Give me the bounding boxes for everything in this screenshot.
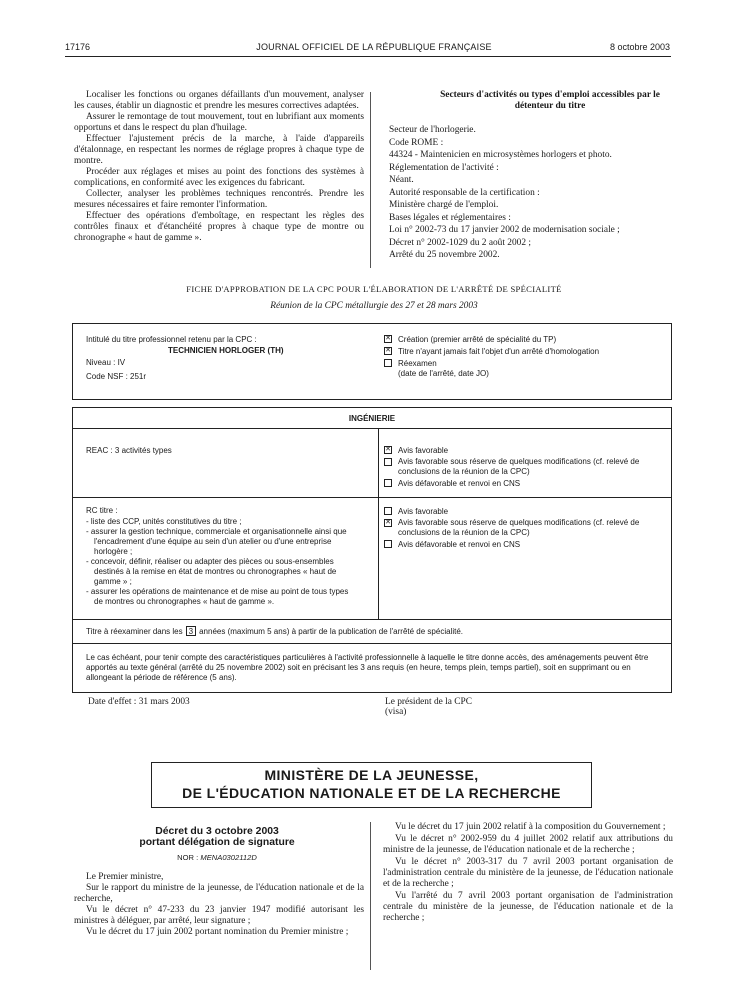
option-label: Avis favorable xyxy=(398,507,449,516)
rc-item: - assurer les opérations de maintenance et de mise au point de tous types de montres ou chronographes « haut de gamme ». xyxy=(86,587,349,606)
reexam-text: Titre à réexaminer dans les xyxy=(86,627,183,636)
text-line: Secteur de l'horlogerie. xyxy=(389,125,476,135)
table-rule xyxy=(72,497,672,498)
text-line: Réglementation de l'activité : xyxy=(389,162,499,173)
title-info xyxy=(86,334,284,382)
option-label: Titre n'ayant jamais fait l'objet d'un arrêté d'homologation xyxy=(398,347,600,356)
paragraph: Effectuer des opérations d'emboîtage, en respectant les règles des contrôles finaux et d'étanchéité propres à chaque type de montre ou chronographe « haut de gamme ». xyxy=(74,211,364,243)
rc-item: - concevoir, définir, réaliser ou adapter des pièces ou sous-ensembles destinés à la remise en état de montres ou chronographes « haut de gamme » ; xyxy=(86,557,337,586)
reexam-years-box[interactable]: 3 xyxy=(186,626,196,636)
nor-label: NOR : xyxy=(177,853,199,862)
page-number: 17176 xyxy=(65,42,91,52)
issue-date: 8 octobre 2003 xyxy=(609,42,670,52)
column-separator xyxy=(370,822,371,970)
table-rule xyxy=(72,428,672,429)
paragraph: Sur le rapport du ministre de la jeunesse, de l'éducation nationale et de la recherche, xyxy=(74,883,364,904)
niveau: Niveau : IV xyxy=(86,358,126,367)
decret-title-line: portant délégation de signature xyxy=(139,837,295,848)
date-effet: Date d'effet : 31 mars 2003 xyxy=(88,697,190,707)
checkbox-checked-icon[interactable] xyxy=(384,347,392,355)
decret-right-column xyxy=(383,822,673,925)
decret-left-column xyxy=(74,872,364,938)
ministry-line: MINISTÈRE DE LA JEUNESSE, xyxy=(264,767,479,783)
reexam-text: années (maximum 5 ans) à partir de la publication de l'arrêté de spécialité. xyxy=(199,627,463,636)
reac-option[interactable] xyxy=(384,457,664,477)
rc-item: - assurer la gestion technique, commerciale et organisationnelle ainsi que l'encadrement d'une équipe au sein d'un atelier ou d'une entreprise horlogère ; xyxy=(86,527,347,556)
reac-option[interactable] xyxy=(384,478,664,489)
section-heading: Secteurs d'activités ou types d'emploi accessibles par le détenteur du titre xyxy=(440,90,660,111)
paragraph: Vu le décret n° 2003-317 du 7 avril 2003 portant organisation de l'administration centrale du ministère de la jeunesse, de l'éducation nationale et de la recherche ; xyxy=(383,857,673,889)
ingenierie-title: INGÉNIERIE xyxy=(348,414,396,423)
table-rule xyxy=(72,643,672,644)
rc-option[interactable] xyxy=(384,539,664,550)
paragraph: Vu le décret n° 2002-959 du 4 juillet 2002 relatif aux attributions du ministre de la jeunesse, de l'éducation nationale et de la recherche ; xyxy=(383,834,673,855)
checkbox-checked-icon[interactable] xyxy=(384,519,392,527)
amenagements-note: Le cas échéant, pour tenir compte des caractéristiques particulières à l'activité professionnelle à laquelle le titre donne accès, des aménagements peuvent être apportés au texte général (arrêté du 25 novembre 2002) soit en précisant les 3 ans requis (en heure, temps plein, temps partiel), soit en supprimant ou en allongeant la période de référence (5 ans). xyxy=(86,653,649,682)
option-label: Avis favorable xyxy=(398,446,449,455)
title-options xyxy=(384,334,599,379)
ministry-title xyxy=(151,766,592,802)
decret-title-line: Décret du 3 octobre 2003 xyxy=(155,826,279,837)
journal-title: JOURNAL OFFICIEL DE LA RÉPUBLIQUE FRANÇAISE xyxy=(256,42,492,52)
decret-nor xyxy=(72,853,362,862)
paragraph: Vu le décret du 17 juin 2002 portant nomination du Premier ministre ; xyxy=(86,927,349,937)
president-signature xyxy=(385,697,472,717)
left-column xyxy=(74,90,364,244)
rc-item: - liste des CCP, unités constitutives du titre ; xyxy=(86,517,242,526)
right-column xyxy=(389,90,671,262)
option-reexamen[interactable] xyxy=(384,358,599,369)
reac-option[interactable] xyxy=(384,445,664,456)
code-nsf: Code NSF : 251r xyxy=(86,372,147,381)
nor-value: MENA0302112D xyxy=(200,853,257,862)
option-label: Création (premier arrêté de spécialité du TP) xyxy=(398,335,557,344)
paragraph: Vu le décret du 17 juin 2002 relatif à la composition du Gouvernement ; xyxy=(395,822,666,832)
header-rule xyxy=(65,56,671,57)
fiche-title: FICHE D'APPROBATION DE LA CPC POUR L'ÉLABORATION DE L'ARRÊTÉ DE SPÉCIALITÉ xyxy=(186,284,562,294)
intitule-label: Intitulé du titre professionnel retenu par la CPC : xyxy=(86,335,257,344)
fiche-subtitle: Réunion de la CPC métallurgie des 27 et 28 mars 2003 xyxy=(270,301,478,311)
option-creation[interactable] xyxy=(384,334,599,345)
checkbox-icon[interactable] xyxy=(384,507,392,515)
rc-option[interactable] xyxy=(384,518,664,538)
paragraph: Effectuer l'ajustement précis de la marche, à l'aide d'appareils d'étalonnage, en respectant les normes de réglage propres à chaque type de montre. xyxy=(74,134,364,166)
text-line: Code ROME : xyxy=(389,137,444,148)
option-label: Avis défavorable et renvoi en CNS xyxy=(398,540,521,549)
text-line: 44324 - Maintenicien en microsystèmes horlogers et photo. xyxy=(389,150,612,160)
text-line: Autorité responsable de la certification : xyxy=(389,187,540,198)
paragraph: Collecter, analyser les problèmes techniques rencontrés. Prendre les mesures nécessaires et faire remonter l'information. xyxy=(74,189,364,210)
reexam-row xyxy=(86,626,463,637)
checkbox-icon[interactable] xyxy=(384,359,392,367)
paragraph: Vu l'arrêté du 7 avril 2003 portant organisation de l'administration centrale du ministère de la jeunesse, de l'éducation nationale et de la recherche ; xyxy=(383,891,673,923)
option-label: Avis favorable sous réserve de quelques modifications (cf. relevé de conclusions de la réunion de la CPC) xyxy=(398,518,640,537)
text-line: Ministère chargé de l'emploi. xyxy=(389,200,499,210)
text-line: Néant. xyxy=(389,175,414,185)
ministry-line: DE L'ÉDUCATION NATIONALE ET DE LA RECHERCHE xyxy=(182,785,561,801)
option-never-homologated[interactable] xyxy=(384,346,599,357)
reexamen-note: (date de l'arrêté, date JO) xyxy=(398,369,489,378)
rc-options xyxy=(384,506,664,550)
checkbox-icon[interactable] xyxy=(384,479,392,487)
president-label: Le président de la CPC xyxy=(385,697,472,707)
text-line: Bases légales et réglementaires : xyxy=(389,212,511,223)
table-col-rule xyxy=(378,428,379,619)
column-separator xyxy=(370,92,371,268)
text-line: Loi n° 2002-73 du 17 janvier 2002 de modernisation sociale ; xyxy=(389,225,620,235)
rc-option[interactable] xyxy=(384,506,664,517)
titre-name: TECHNICIEN HORLOGER (TH) xyxy=(168,346,284,355)
paragraph: Localiser les fonctions ou organes défaillants d'un mouvement, analyser les causes, établir un diagnostic et prendre les mesures correctives adaptées. xyxy=(74,90,364,111)
reac-options xyxy=(384,445,664,489)
visa-label: (visa) xyxy=(385,707,407,717)
checkbox-icon[interactable] xyxy=(384,458,392,466)
text-line: Décret n° 2002-1029 du 2 août 2002 ; xyxy=(389,237,532,248)
text-line: Arrêté du 25 novembre 2002. xyxy=(389,250,500,260)
paragraph: Le Premier ministre, xyxy=(86,872,164,882)
paragraph: Vu le décret n° 47-233 du 23 janvier 1947 modifié autorisant les ministres à déléguer, par arrêté, leur signature ; xyxy=(74,905,364,926)
table-rule xyxy=(72,619,672,620)
option-label: Réexamen xyxy=(398,359,437,368)
option-label: Avis favorable sous réserve de quelques modifications (cf. relevé de conclusions de la réunion de la CPC) xyxy=(398,457,640,476)
decret-title xyxy=(72,826,362,848)
checkbox-checked-icon[interactable] xyxy=(384,335,392,343)
checkbox-icon[interactable] xyxy=(384,540,392,548)
rc-label: RC titre : xyxy=(86,506,118,515)
paragraph: Assurer le remontage de tout mouvement, tout en lubrifiant aux moments opportuns et dans le respect du plan d'huilage. xyxy=(74,112,364,133)
reac-label: REAC : 3 activités types xyxy=(86,446,172,455)
option-label: Avis défavorable et renvoi en CNS xyxy=(398,479,521,488)
paragraph: Procéder aux réglages et mises au point des fonctions des systèmes à complications, en conformité avec les exigences du fabricant. xyxy=(74,167,364,188)
rc-block xyxy=(86,506,358,607)
checkbox-checked-icon[interactable] xyxy=(384,446,392,454)
